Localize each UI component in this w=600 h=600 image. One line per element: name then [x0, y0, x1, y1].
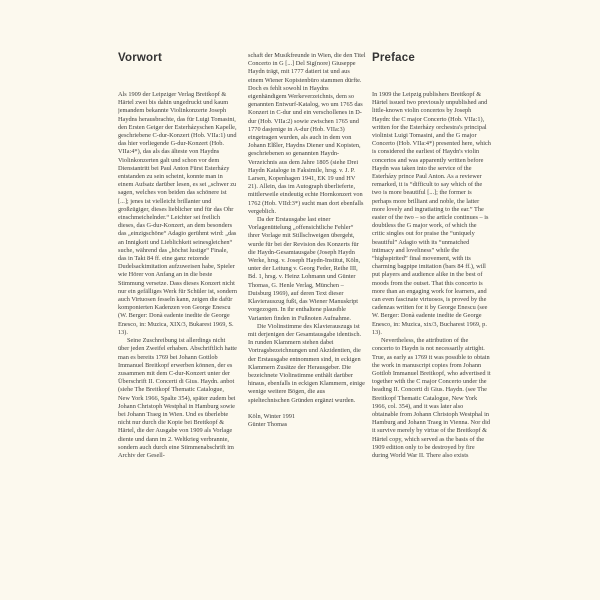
preface-paragraph-2: Nevertheless, the attribution of the concerto to Haydn is not necessarily airtight. True, as early as 1769 it was possible to obtain the work in manuscript copies from Johann Gottlob Immanuel Breitkopf, who advertised it together with the C major Concerto under the heading II. Concerti di Gius. Haydn. (see The Breitkopf Thematic Catalogue, New York 1966, col. 354), and it was later also obtainable from Johann Christoph Westphal in Hamburg and Johann Traeg in Vienna. Nor did it survive merely by virtue of the Breitkopf & Härtel copy, which served as the basis of the 1909 edition only to be destroyed by fire during World War II. There also exists [372, 337, 491, 459]
preface-paragraph-1: In 1909 the Leipzig publishers Breitkopf & Härtel issued two previously unpublished and little-known violin concertos by Joseph Haydn: the C major Concerto (Hob. VIIa:1), written for the Esterházy orchestra's principal violinist Luigi Tomasini, and the G major Concerto (Hob. VIIa:4*) presented here, which is considered the earliest of Haydn's violin concertos and was apparently written before Haydn was taken into the service of the Esterházy prince Paul Anton. As a reviewer remarked, it is “difficult to say which of the two is more beautiful [...]; the former is perhaps more brilliant and noble, the latter more lovely and ingratiating to the ear.” The easier of the two – so the article continues – is doubtless the G major work, of which the critic singles out for praise the “uniquely beautiful” Adagio with its “unmatched intimacy and loveliness” while the “highspirited” final movement, with its charming bagpipe imitation (bars 84 ff.), will put players and audience alike in the best of moods from the outset. That this concerto is more than an engaging work for learners, and can even fascinate virtuosos, is proved by the cadenzas written for it by George Enescu (see W. Berger: Donà eadente inedite de George Enesco, in: Muzica, xix/3, Bucharest 1969, p. 13). [372, 91, 491, 336]
vorwort-paragraph-2: Seine Zuschreibung ist allerdings nicht über jeden Zweifel erhaben. Abschriftlich hatte man es bereits 1769 bei Johann Gottlob Immanuel Breitkopf erwerben können, der es zusammen mit dem C-dur-Konzert unter der Überschrift II. Concerti di Gius. Haydn. anbot (siehe The Breitkopf Thematic Catalogue, New York 1966, Spalte 354), später zudem bei Johann Christoph Westphal in Hamburg sowie bei Johann Traeg in Wien. Und es überlebte nicht nur durch die Kopie bei Breitkopf & Härtel, die der Ausgabe von 1909 als Vorlage diente und dann im 2. Weltkrieg verbrannte, sondern auch durch eine Stimmenabschrift im Archiv der Gesell- [118, 337, 237, 459]
preface-heading: Preface [372, 52, 415, 64]
signature-name: Günter Thomas [248, 420, 288, 428]
vorwort-continued-column [248, 52, 366, 587]
preface-column [372, 52, 491, 587]
vorwort-column [118, 52, 237, 587]
middle-paragraph-2: Da der Erstausgabe last einer Vorlagenüttelung „offensichtliche Fehler“ ihrer Vorlage mit Stillschweigen übergeht, wurde für bei der Revision des Konzerts für die Haydn-Gesamtausgabe (Joseph Haydn Werke, hrsg. v. Joseph Haydn-Institut, Köln, unter der Leitung v. Georg Feder, Reihe III, Bd. 1, hrsg. v. Heinz Lohmann und Günter Thomas, G. Henle Verlag, München – Duisburg 1969), auf deren Text dieser Klavierauszug fußt, das Wiener Manuskript vorgezogen. In ihr enthaltene plausible Varianten finden in Fußnoten Aufnahme. [248, 216, 361, 322]
middle-paragraph-3: Die Violinstimme des Klavierauszugs ist mit derjenigen der Gesamtausgabe identisch. In runden Klammern stehen dabei Vortragsbezeichnungen und Akzidentien, die der Erstausgabe entnommen sind, in eckigen Klammern Zusätze der Herausgeber. Die bezeichnete Violinstimme enthält darüber hinaus, ebenfalls in eckigen Klammern, einige wenige weitere Bögen, die aus spieltechnischen Gründen ergänzt wurden. [248, 322, 365, 404]
middle-paragraph-1: schaft der Musikfreunde in Wien, die den Titel Concerto in G [...] Del Sig(nore) Giuseppe Haydn trägt, mit 1777 datiert ist und aus einem Wiener Kopistenbüro stammen dürfte. Doch es fehlt sowohl in Haydns eigenhändigem Werkeverzeichnis, dem so genannten Entwurf-Katalog, wo um 1765 das Konzert in C-dur und ein verschollenes in D-dur (Hob. VIIa:2) sowie zwischen 1765 und 1770 dasjenige in A-dur (Hob. VIIa:3) eingetragen wurden, als auch in dem von Johann Elßler, Haydns Diener und Kopisten, geschriebenen so genannten Haydn-Verzeichnis aus dem Jahre 1805 (siehe Drei Haydn Kataloge in Faksimile, hrsg. v. J. P. Larsen, Kopenhagen 1941, EK 19 und HV 21). Allein, das im Autograph überlieferte, mittlerweile eindeutig echte Hornkonzert von 1762 (Hob. VIId:3*) sucht man dort ebenfalls vergeblich. [248, 52, 366, 215]
vorwort-paragraph-1: Als 1909 der Leipziger Verlag Breitkopf & Härtel zwei bis dahin ungedruckt und kaum jemandem bekannte Violinkonzerte Joseph Haydns herausbrachte, das für Luigi Tomasini, den Ersten Geiger der Esterházyschen Kapelle, geschriebene C-dur-Konzert (Hob. VIIa:1) und das hier vorliegende G-dur-Konzert (Hob. VIIa:4*), das als das älteste von Haydns Violinkonzerten galt und schon vor dem Dienstantritt bei Paul Anton Fürst Esterházy entstanden zu sein scheint, konnte man in einem Aufsatz darüber lesen, es sei „schwer zu sagen, welches von beiden das schönere ist [...]; jenes ist vielleicht brillanter und großzügiger, dieses lieblicher und für das Ohr einschmeichelnder.“ Leichter sei freilich dieses, das G-dur-Konzert, an dem besonders das „einzigschöne“ Adagio gerühmt wird: „das an Innigkeit und Lieblichkeit seinesgleichen“ suche, während das „höchst lustige“ Finale, das in Takt 84 ff. eine ganz reizende Dudelsackimitation aufzuweisen habe, Spieler wie Hörer von Anfang an in die beste Stimmung versetze. Dass dieses Konzert nicht nur ein gefälliges Werk für Schüler ist, sondern auch Virtuosen fesseln kann, zeigen die dafür komponierten Kadenzen von George Enescu (W. Berger: Donà eadente inedite de George Enesco, in: Muzica, XIX/3, Bukarest 1969, S. 13). [118, 91, 237, 336]
signature-place-date: Köln, Winter 1991 [248, 412, 296, 420]
signature-block [248, 413, 366, 429]
vorwort-heading: Vorwort [118, 52, 162, 64]
